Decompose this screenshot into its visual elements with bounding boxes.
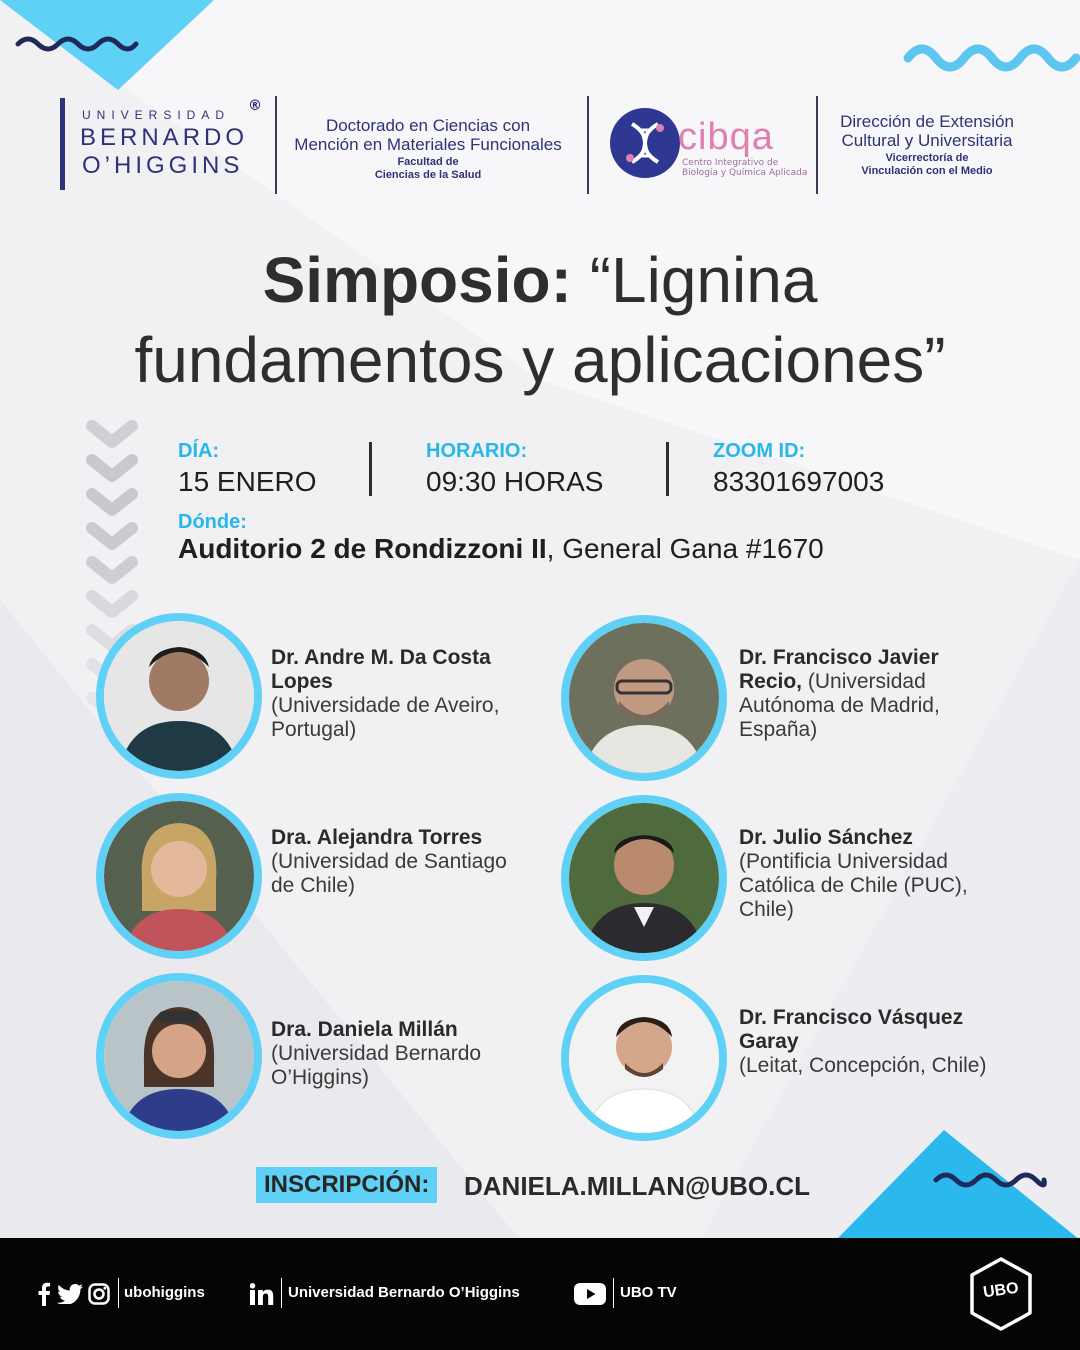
cibqa-desc-line1: Centro Integrativo de [682,158,779,168]
speaker-6 [739,1006,989,1078]
footer-divider [613,1278,614,1308]
speaker-2 [739,646,989,742]
speaker-name: Dr. Francisco Javier Recio, [739,646,939,693]
event-title-line2: fundamentos y aplicaciones” [134,324,946,396]
day-value: 15 ENERO [178,466,317,497]
location-value [178,533,824,565]
registration-label: INSCRIPCIÓN: [256,1167,437,1203]
time-value: 09:30 HORAS [426,466,604,497]
youtube-channel[interactable]: UBO TV [620,1284,677,1301]
ubo-logo-small-text: UNIVERSIDAD [82,108,231,122]
speaker-name: Dr. Francisco Vásquez Garay [739,1006,964,1053]
ubo-badge-text: UBO [982,1279,1020,1302]
speaker-photo [561,795,727,961]
footer-divider [281,1278,282,1308]
speaker-3 [271,826,531,898]
linkedin-icon[interactable] [250,1283,274,1305]
extension-line1: Dirección de Extensión [840,112,1014,131]
dna-icon [610,108,680,178]
speaker-affiliation: (Universidad Bernardo O’Higgins) [271,1042,482,1089]
program-sub2: Ciencias de la Salud [374,169,482,181]
instagram-icon[interactable] [88,1283,110,1305]
speaker-photo [561,615,727,781]
speaker-affiliation: (Universidad de Santiago de Chile) [271,850,507,897]
location-label: Dónde: [178,511,247,533]
ubo-logo-line1: BERNARDO [80,124,249,151]
speaker-name: Dr. Julio Sánchez [739,826,913,849]
program-line1: Doctorado en Ciencias con [325,116,531,135]
footer-bar [0,1238,1080,1350]
youtube-icon[interactable] [574,1283,606,1305]
ubo-badge-icon [968,1256,1034,1332]
twitter-icon[interactable] [57,1284,83,1304]
zoom-label: ZOOM ID: [713,440,806,462]
speaker-photo [96,613,262,779]
speaker-name: Dr. Andre M. Da Costa Lopes [271,646,491,693]
registered-mark: ® [248,98,262,114]
cibqa-wordmark: cibqa [678,116,774,158]
doctorate-program-block [282,116,574,182]
speaker-affiliation: (Leitat, Concepción, Chile) [739,1054,987,1077]
ubo-logo [60,96,270,192]
footer-divider [118,1278,119,1308]
day-label: DÍA: [178,440,220,462]
extension-sub1: Vicerrectoría de [885,152,969,164]
facebook-icon[interactable] [36,1282,52,1306]
speaker-photo [561,975,727,1141]
ubo-logo-line2: O’HIGGINS [82,152,244,179]
extension-block [822,112,1032,178]
cibqa-logo [608,106,808,182]
social-handle[interactable]: ubohiggins [124,1284,205,1301]
title-bold: Simposio: [262,244,572,316]
title-rest: “Lignina [571,244,818,316]
time-label: HORARIO: [426,440,528,462]
speaker-affiliation: (Pontificia Universidad Católica de Chile (PUC), Chile) [739,850,968,921]
info-divider [666,442,669,496]
header-divider [587,96,589,194]
speaker-name: Dra. Alejandra Torres [271,826,483,849]
location-address: , General Gana #1670 [546,533,824,564]
info-divider [369,442,372,496]
linkedin-name[interactable]: Universidad Bernardo O’Higgins [288,1284,520,1301]
registration-email[interactable]: DANIELA.MILLAN@UBO.CL [464,1171,810,1201]
speaker-photo [96,793,262,959]
extension-line2: Cultural y Universitaria [841,131,1013,150]
speaker-affiliation: (Universidade de Aveiro, Portugal) [271,694,500,741]
speaker-4 [739,826,989,922]
header-divider [816,96,818,194]
ubo-logo-bar [60,98,65,190]
header-divider [275,96,277,194]
program-line2: Mención en Materiales Funcionales [294,135,562,154]
zoom-id-value: 83301697003 [713,466,885,497]
cibqa-desc-line2: Biología y Química Aplicada [682,168,808,178]
event-title-line1 [0,240,1080,320]
location-venue: Auditorio 2 de Rondizzoni II [178,533,547,564]
speaker-5 [271,1018,531,1090]
program-sub1: Facultad de [397,156,459,168]
speaker-name: Dra. Daniela Millán [271,1018,458,1041]
speaker-affiliation: (Universidad Autónoma de Madrid, España) [739,670,940,741]
speaker-photo [96,973,262,1139]
extension-sub2: Vinculación con el Medio [861,165,993,177]
cibqa-description [682,158,812,178]
speaker-1 [271,646,531,742]
